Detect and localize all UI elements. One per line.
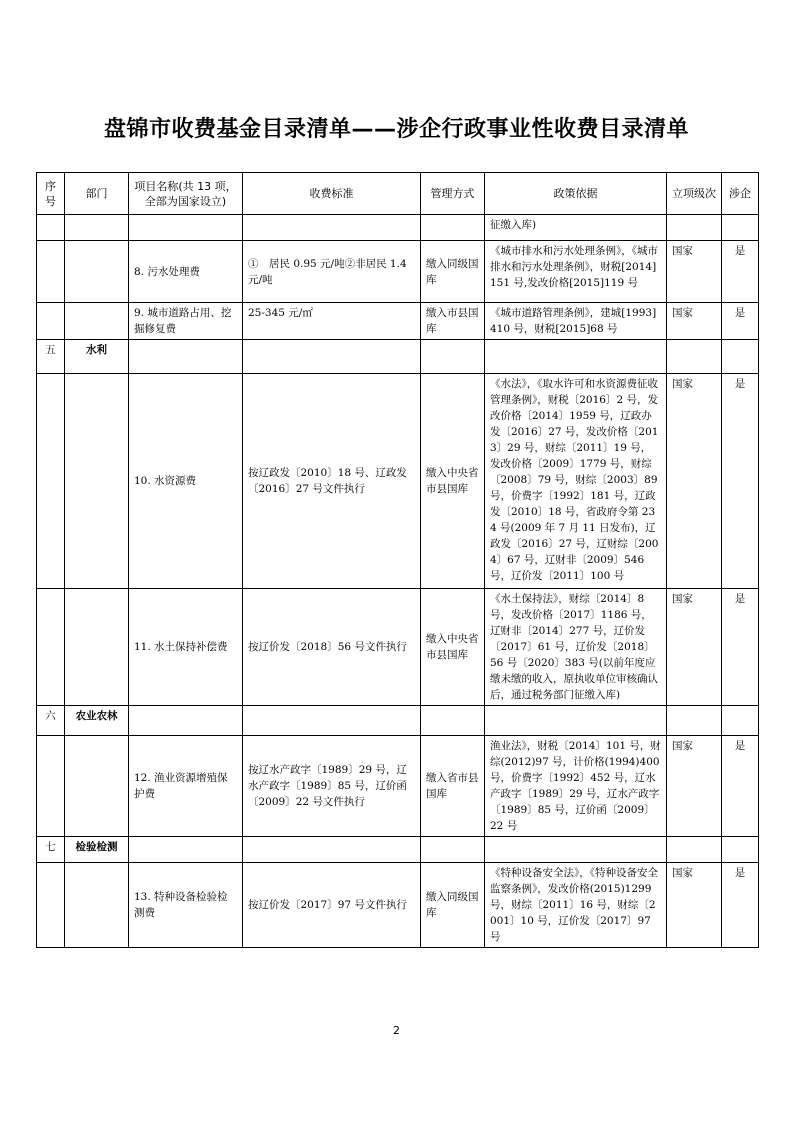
section-seq: 七	[37, 837, 65, 863]
standard-cell: 25-345 元/㎡	[243, 303, 421, 340]
level-cell: 国家	[667, 736, 722, 837]
item-cell: 13. 特种设备检验检测费	[129, 863, 243, 948]
basis-cell: 征缴入库)	[485, 215, 667, 241]
item-cell: 12. 渔业资源增殖保护费	[129, 736, 243, 837]
header-row	[37, 173, 759, 215]
enterprise-cell: 是	[722, 736, 759, 837]
basis-cell: 《城市道路管理条例》，建城[1993]410 号，财税[2015]68 号	[485, 303, 667, 340]
item-cell: 10. 水资源费	[129, 374, 243, 589]
header-standard: 收费标准	[243, 173, 421, 215]
section-name: 农业农林	[65, 706, 129, 736]
enterprise-cell: 是	[722, 374, 759, 589]
enterprise-cell: 是	[722, 863, 759, 948]
enterprise-cell: 是	[722, 589, 759, 706]
management-cell: 缴入同级国库	[421, 863, 485, 948]
level-cell: 国家	[667, 863, 722, 948]
header-seq: 序号	[37, 173, 65, 215]
section-seq: 五	[37, 340, 65, 374]
table-row	[37, 215, 759, 241]
page-number: 2	[393, 1024, 400, 1037]
level-cell: 国家	[667, 374, 722, 589]
basis-cell: 《特种设备安全法》，《特种设备安全监察条例》，发改价格(2015)1299 号，财综〔2011〕16 号，财综〔2001〕10 号，辽价发〔2017〕97 号	[485, 863, 667, 948]
basis-cell: 渔业法》，财税〔2014〕101 号，财综(2012)97 号，计价格(1994)400 号，价费字〔1992〕452 号，辽水产政字〔1989〕29 号，辽水产政字〔1989〕85 号，辽价函〔2009〕22 号	[485, 736, 667, 837]
section-seq: 六	[37, 706, 65, 736]
level-cell: 国家	[667, 589, 722, 706]
level-cell: 国家	[667, 303, 722, 340]
table-row	[37, 863, 759, 948]
header-management: 管理方式	[421, 173, 485, 215]
fee-table	[36, 172, 759, 948]
table-row	[37, 736, 759, 837]
header-basis: 政策依据	[485, 173, 667, 215]
table-row	[37, 303, 759, 340]
standard-cell: 按辽价发〔2018〕56 号文件执行	[243, 589, 421, 706]
header-enterprise: 涉企	[722, 173, 759, 215]
item-cell: 8. 污水处理费	[129, 241, 243, 303]
management-cell: 缴入中央省市县国库	[421, 589, 485, 706]
table-row	[37, 241, 759, 303]
management-cell: 缴入同级国库	[421, 241, 485, 303]
section-row	[37, 706, 759, 736]
header-item: 项目名称(共 13 项，全部为国家设立)	[129, 173, 243, 215]
management-cell: 缴入市县国库	[421, 303, 485, 340]
standard-cell: ① 居民 0.95 元/吨②非居民 1.4 元/吨	[243, 241, 421, 303]
standard-cell: 按辽水产政字〔1989〕29 号，辽水产政字〔1989〕85 号，辽价函〔2009〕22 号文件执行	[243, 736, 421, 837]
table-row	[37, 589, 759, 706]
table-row	[37, 374, 759, 589]
section-row	[37, 340, 759, 374]
management-cell: 缴入省市县国库	[421, 736, 485, 837]
standard-cell: 按辽政发〔2010〕18 号、辽政发〔2016〕27 号文件执行	[243, 374, 421, 589]
item-cell: 11. 水土保持补偿费	[129, 589, 243, 706]
enterprise-cell: 是	[722, 303, 759, 340]
basis-cell: 《水土保持法》，财综〔2014〕8 号，发改价格〔2017〕1186 号，辽财非〔2014〕277 号，辽价发〔2017〕61 号，辽价发〔2018〕56 号〔2020〕383 号(以前年度应缴未缴的收入，原执收单位审核确认后，通过税务部门征缴入库)	[485, 589, 667, 706]
page-title: 盘锦市收费基金目录清单——涉企行政事业性收费目录清单	[103, 117, 689, 142]
item-cell: 9. 城市道路占用、挖掘修复费	[129, 303, 243, 340]
header-dept: 部门	[65, 173, 129, 215]
level-cell: 国家	[667, 241, 722, 303]
section-name: 检验检测	[65, 837, 129, 863]
enterprise-cell: 是	[722, 241, 759, 303]
management-cell: 缴入中央省市县国库	[421, 374, 485, 589]
standard-cell: 按辽价发〔2017〕97 号文件执行	[243, 863, 421, 948]
basis-cell: 《城市排水和污水处理条例》，《城市排水和污水处理条例》，财税[2014]151 号,发改价格[2015]119 号	[485, 241, 667, 303]
section-name: 水利	[65, 340, 129, 374]
basis-cell: 《水法》，《取水许可和水资源费征收管理条例》，财税〔2016〕2 号，发改价格〔2014〕1959 号，辽政办发〔2016〕27 号，发改价格〔2013〕29 号，财综〔2011〕19 号，发改价格〔2009〕1779 号，财综〔2008〕79 号，财综〔2003〕89 号，价费字〔1992〕181 号，辽政发〔2010〕18 号，省政府令第 234 号(2009 年 7 月 11 日发布)，辽政发〔2016〕27 号，辽财综〔2004〕67 号，辽财非〔2009〕546 号，辽价发〔2011〕100 号	[485, 374, 667, 589]
header-level: 立项级次	[667, 173, 722, 215]
section-row	[37, 837, 759, 863]
